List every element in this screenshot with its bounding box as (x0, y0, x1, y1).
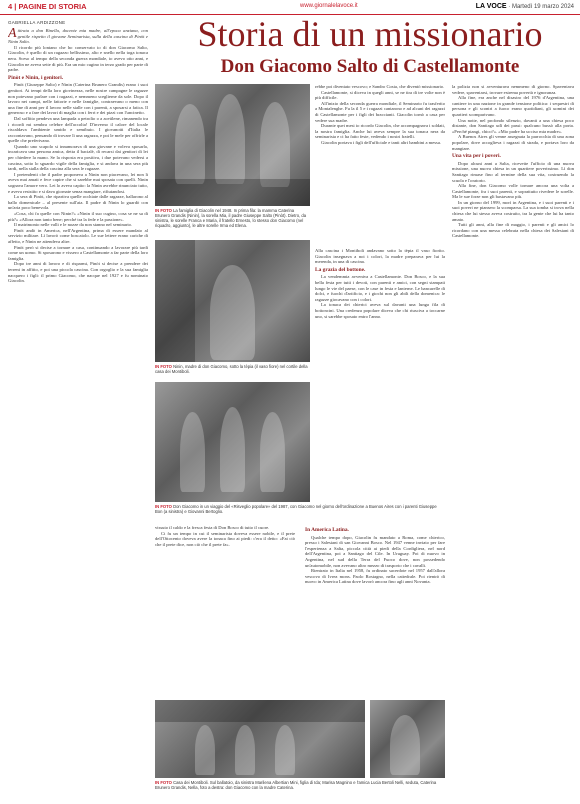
paragraph: Giacolin portava i figli dell'ufficiale e tanti altri bambini a messa. (321, 139, 442, 145)
issue-date: Martedì 19 marzo 2024 (511, 4, 574, 10)
paragraph: rebbe poi diventato vescovo; e Sandro Costa, che diventò missionario. (315, 84, 445, 89)
paragraph: All'inizio della seconda guerra mondiale, il Seminario fu trasferito a Montalenghe. Fu la il 5 e i ragazzi cantarono e ad alcuni dei ragazzi di Castellamonte per i figli dei braccianti. Giacolin tornò a casa per vedere sua madre. (315, 100, 445, 123)
paragraph: Alla fine, don Giacomo volle tornare ancora una volta a Castellamonte, fra i suoi parenti, e soprattutto rivedere le sorelle. Ma le sue forze non gli bastavano più. (452, 183, 574, 200)
paragraph: Quando uno scapolo si innamorava di una giovane e voleva sposarla, incaricava una persona amica, detta il bacialè, di recarsi dai genitori di lei per chiedere la mano. Se la risposta era positiva, i due potevano vedersi a cascina, sotto lo sguardo vigile della famiglia, e si andava in una sera più tardi, nella stalla della cascina alla sera le ragazze. (8, 143, 148, 172)
paragraph: vissuto il caldo e la fresca festa di Don Bosco di tutto il cuore. (155, 525, 270, 530)
paragraph: Durante quei mesi io ricordo Giacolin, che accompagnava i soldati, la nostra famiglia. Anche lui aveva sempre la sua tonaca nera da seminarista e ci ha fatto feste, vedendo i nostri fratelli. (315, 123, 445, 140)
house-photo (155, 700, 365, 778)
page-header (0, 0, 580, 15)
photo-caption: IN FOTO Casa dei Montiboli. Sul ballatoio, da sinistra Marilena Albertian Mini, figlia di Ida; Marisa Magnino e l'amica Lucia Bertoli Nelli, seduta, Caterina Brunero Grandis, Nella, foto a destra: don Giacomo con la madre Caterina. (155, 780, 437, 790)
quote-paragraph: «Cosa, chi fa quelle con Ninin?» «Ninin il suo cugino, cosa se ne sa di più?» «Allora non tanto bene; perché tra la fede e la passione». (8, 211, 148, 222)
paragraph: Una notte, nel profondo silenzio, davanti a una chiesa poco distante, don Santiago udì dei passi: qualcuno bussò alla porta. «Perché piangi, chico?». «Mio padre ha ucciso mia madre». (452, 117, 574, 134)
section-heading: In America Latina. (305, 527, 349, 533)
paragraph: la polizia non si avventurava nemmeno di giorno. Spaventava vedere, spaventarsi, trovare estrema povertà e ignoranza. (452, 84, 574, 95)
paragraph: Pinòt (Giuseppe Salto) e Ninin (Caterina Brunero Grandis) erano i suoi genitori. Ai tempi della loro giovinezza, nelle nostre campagne le ragazze non potevano parlare con i ragazzi, e nemmeno sceglierne da sole. Dopo il lavoro nei campi, nelle fattorie e nelle famiglie, contraevano o meno con una fine di anni per il lavoro nelle stalle con i parenti, a sposarsi a fatica. Il generoso e a fare dei lavori di maglia con i ferri e dei pizzi con l'uncinetto. (8, 82, 148, 116)
section-heading: Pinòt e Ninin, i genitori. (8, 74, 64, 81)
intro-paragraph: Attirata a don Binella, docente mia madre, all'epoca anziana, con gentile rispetto il giovane Seminarista, sulla della cascina di Pinòt e Ninin Salto. (8, 28, 148, 45)
priest-mother-photo (370, 700, 445, 778)
paragraph: Alla fine, era anche nel disastro del 1976 d'Argentina, una cantiere in una nazione in grande tensione politica: i sequestri di persona e gli scontri a fuoco erano quotidiani, gli uomini dei quartieri scomparivano. (452, 95, 574, 117)
paragraph: Dal soffitto pendeva una lampada a petrolio o a acetilene, rimanendo tra i ricordi mi sembra celebre dell'accolta! D'inverno il calore del locale riscaldava l'ambiente umido e semibuio. I giovanotti d'Italia le raccontavano, pensando di trovare lì una ragazza, e poi le mele per offrirle a quelle che preferivano. (8, 115, 148, 144)
article-byline: GABRIELLA ARDIZZONE (8, 20, 66, 25)
paragraph: Rientrato in Italia nel 1958, fu ordinato sacerdote nel 1957 dall'allora vescovo di Ivrea mons. Paolo Rostagno, nella cattedrale. Poi rientrò di nuovo in America Latina dove lavorò ancora fino agli anni Novanta. (305, 568, 445, 585)
mother-photo (155, 240, 310, 362)
paragraph: Castellamonte, si diceva in quegli anni, se ne tira di tre volte non è più difficile. (315, 89, 445, 101)
paper-name: LA VOCE (475, 3, 507, 10)
paragraph: Tutti gli anni, alla fine di maggio, i parenti e gli amici lo ricordano con una messa celebrata nella chiesa dei Salesiani di Castellamonte. (452, 222, 574, 239)
paragraph: La sera di Pinòt, che ripartiva quelle occhiate dalle ragazze, ballarono al ballo domenicale – al presente sull'aia. Il padre di Ninin lo guardò con un'aria poco benevola. (8, 194, 148, 211)
paragraph: La tonaca dei chierici aveva sul davanti una lunga fila di bottoncini. Una credenza popolare diceva che chi riusciva a toccarne uno, si sarebbe sposato entro l'anno. (315, 302, 445, 319)
page-number: 4 (8, 2, 13, 11)
article-title: Storia di un missionario (197, 14, 543, 54)
paragraph: Qualche tempo dopo, Giacolin fu mandato a Roma, come chierico, presso i Salesiani di san Giovanni Bosco. Nel 1947 venne inviato per fare l'esperienza a Salta, piccola città ai piedi della Cordigliera, nel nord dell'Argentina, poi a Santiago del Cile. In Uruguay. Poi di nuovo in Argentina, nel sud della Terra del Fuoco dove, non possedendo un'automobile, non avevano altro mezzo di trasporto che i cavalli. (305, 534, 445, 568)
article-column-3-text (155, 525, 295, 695)
paragraph: In un giorno del 1999, morì in Argentina, e i suoi parenti e i suoi poveri ne piansero la scomparsa. La sua tomba si trova nella chiesa che lui stesso aveva costruito, tra la gente che lui ha tanto amato. (452, 199, 574, 222)
paragraph: A Buenos Aires gli venne assegnata la parrocchia di una zona popolare, dove accoglieva i ragazzi di strada, e portava loro da mangiare. (452, 134, 574, 151)
photo-caption: IN FOTO Ninin, madre di don Giacomo, sotto la tèpia (il vaso fiore) nel cortile della casa dei Montiboli. (155, 364, 308, 374)
trip-photo (155, 382, 310, 502)
paragraph: Alla cascina i Montiboli andavano sotto la tèpia il vaso fiorito. Giacolin insegnava a noi i colori, la madre preparava per lui la merenda, in una di cascina. (315, 248, 445, 265)
paragraph: Dopo alcuni anni a Salta, ricevette l'ufficio di una nuova missione, una nuova chiesa in un quartiere poverissimo. Lì don Santiago rimase fino al termine della sua vita, costruendo la scuola e l'oratorio. (452, 160, 574, 183)
paragraph: Pinòt andò in America, nell'Argentina, prima di essere mandato al servizio militare. Lì lavorò come boscaiolo. Le sue lettere erano cariche di affetto, e Ninin ne attendeva altre. (8, 227, 148, 244)
article-column-3 (315, 500, 445, 510)
paragraph: Ci fu un tempo in cui il seminarista doveva essere nobile, e il prete dell'Ottocento doveva avere la tonaca fino ai piedi: c'era il detto: «Fai ciò che il prete dice, non ciò che il prete fa». (155, 530, 295, 547)
family-photo (155, 84, 310, 206)
paragraph: Dopo tre anni di lavoro e di risparmi, Pinòt si decise a prendere dei terreni in affitto, e poi una piccola cascina. Con orgoglio e la sua famiglia nacquero i figli: il primo Giacomo, che nacque nel 1927 e fu nominato Giacolin. (8, 261, 148, 284)
article-column-3b-text (305, 525, 445, 695)
photo-caption: IN FOTO Don Giacomo in un viaggio del «Risveglio popolare» del 1987, con Giacomo nel giorno dell'ordinazione a Buenos Aires con i parenti Giuseppe Bon (a sinistra) e Giovanni Bertoglio. (155, 504, 437, 514)
paragraph: Il ricordo più lontano che ho conservato io di don Giacomo Salto, Giacolin, è quello di un ragazzo bellissimo, alto e snello nella toga tonaca nera. Sceso al tempo della seconda guerra mondiale, io avevo otto anni, e Giacolin ne aveva sette di più. Era un mio cugino in terzo grado per parte di padre. (8, 44, 148, 73)
article-column-1 (8, 28, 148, 798)
website-url[interactable]: www.giornalelavoce.it (300, 3, 358, 9)
section-name: PAGINE DI STORIA (18, 2, 87, 11)
drop-cap: A (8, 28, 17, 41)
photo-caption: IN FOTO La famiglia di Giacolin nel 1948. In prima fila: la mamma Caterina Brunero Grandis (Ninin), la sorella Mia, il padre Giuseppe Salto (Pinòt). Dietro, da sinistra, le sorelle Franca e Maria, il fratello Ernesto, lo stesso don Giacomo (nel riquadro, aggiunto), le altre sorelle Irma ed Elena. (155, 208, 307, 228)
article-column-2-top (315, 84, 445, 244)
paragraph: Pinòt però si decise a tornare a casa, continuando a lavorare più tardi come un uomo. Si sposarono e vissero a Castellamonte a far parte della loro famiglia. (8, 244, 148, 261)
page-section: 4 | PAGINE DI STORIA (8, 2, 87, 11)
paragraph: I pretendenti che il padre proponeva a Ninin non piacevano, lei non li aveva mai amati e fece capire che si sarebbe mai sposata con quelli. Ninin sognava l'amore vero. Lei lo aveva capito: la Ninin avrebbe rinunciato tutto, e aveva resistito e si dava giornate senza mangiare, rifiutandosi. (8, 171, 148, 194)
paper-info: LA VOCE · Martedì 19 marzo 2024 (475, 3, 574, 10)
paragraph: Il matrimonio nelle valli e le nozze da non stanno nel seminario. (14, 222, 133, 228)
paragraph: La vendemmia avveniva a Castellamonte. Don Bosco, e la sua bella festa per tutti i devoti, con parenti e amici, con segni stampati lungo le vie del paese, con le case in festa e lanterne. Le bancarelle di dolci, e fuochi d'artificio, e i giochi non gli abili della domenica: le ragazze giocavano con i colori. (315, 274, 445, 302)
section-heading: La grazia del bottone. (315, 266, 366, 273)
section-heading: Una vita per i poveri. (452, 153, 501, 160)
article-subtitle: Don Giacomo Salto di Castellamonte (220, 56, 520, 77)
article-column-4 (452, 84, 574, 799)
article-column-2-bottom (315, 248, 445, 498)
